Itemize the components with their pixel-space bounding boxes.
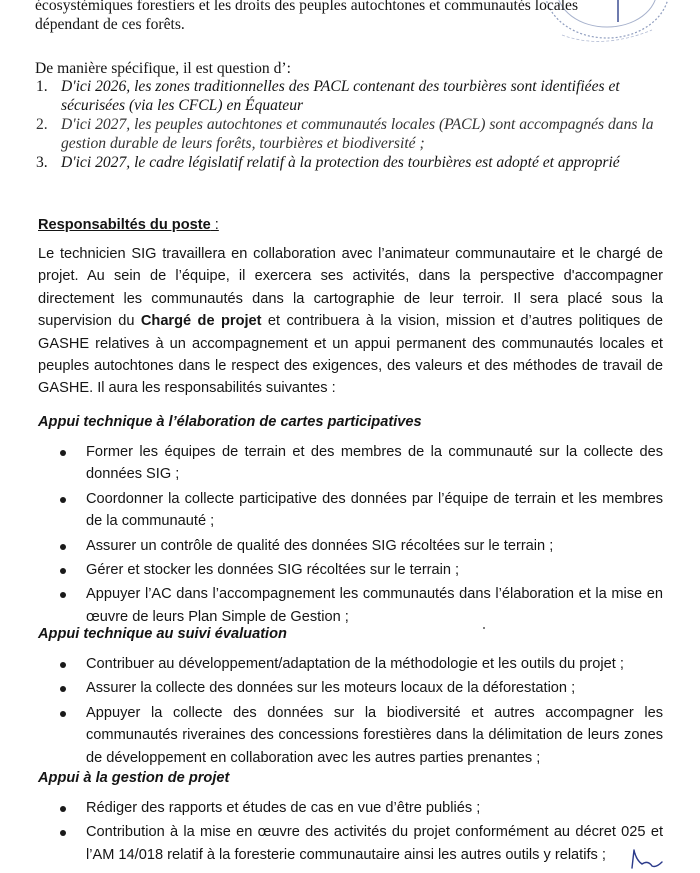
bullet-item: Assurer la collecte des données sur les moteurs locaux de la déforestation ; [38,677,663,699]
bullet-item: Contribuer au développement/adaptation de la méthodologie et les outils du projet ; [38,653,663,675]
para-bold-text: Chargé de projet [140,313,262,330]
previous-paragraph-tail [35,0,645,34]
bullet-list [38,653,663,771]
bullet-item: Gérer et stocker les données SIG récoltées sur le terrain ; [38,559,663,581]
subsection-title: Appui technique à l’élaboration de cartes participatives [38,414,422,430]
bullet-list [38,441,663,630]
speck-mark [483,627,485,629]
heading-text: Responsabiltés du poste [38,217,211,233]
bullet-item: Contribution à la mise en œuvre des activités du projet conformément au décret 025 et l’AM 14/018 relatif à la foresterie communautaire ainsi les autres outils y relatifs ; [38,821,663,866]
responsibilities-paragraph [38,243,663,400]
handwritten-initials [622,838,672,873]
text-line: dépendant de ces forêts. [35,16,185,33]
objective-text: D'ici 2027, le cadre législatif relatif à la protection des tourbières est adopté et approprié [61,154,620,171]
bullet-item: Rédiger des rapports et études de cas en vue d’être publiés ; [38,797,663,819]
subsection-title: Appui technique au suivi évaluation [38,626,287,642]
specific-intro: De manière spécifique, il est question d’: [35,60,291,77]
item-number: 2. [36,116,48,133]
bullet-list [38,797,663,868]
objective-text: D'ici 2027, les peuples autochtones et communautés locales (PACL) sont accompagnés dans la gestion durable de leurs forêts, tourbières et biodiversité ; [61,116,654,152]
objectives-list [12,77,672,172]
bullet-item: Coordonner la collecte participative des données par l’équipe de terrain et les membres de la communauté ; [38,488,663,533]
item-number: 1. [36,78,48,95]
objective-item [12,77,672,115]
bullet-item: Appuyer l’AC dans l’accompagnement les communautés dans l’élaboration et la mise en œuvre de leurs Plan Simple de Gestion ; [38,583,663,628]
subsection-title: Appui à la gestion de projet [38,770,230,786]
bullet-item: Former les équipes de terrain et des membres de la communauté sur la collecte des données SIG ; [38,441,663,486]
bullet-item: Assurer un contrôle de qualité des données SIG récoltées sur le terrain ; [38,535,663,557]
para-text: et contribuera à la vision, mission et d’autres politiques de GASHE relatives à un accompagnement et un appui permanent des communautés locales et peuples autochtones dans le respect des exigences, des valeurs et des méthodes de travail de GASHE. Il aura les responsabilités suivantes : [38,313,663,397]
objective-item [12,153,672,172]
objective-text: D'ici 2026, les zones traditionnelles des PACL contenant des tourbières sont identifiées et sécurisées (via les CFCL) en Équateur [61,78,620,114]
text-line: écosystémiques forestiers et les droits des peuples autochtones et communautés locales [35,0,579,14]
heading-colon: : [210,217,219,233]
item-number: 3. [36,154,48,171]
para-text: Le technicien SIG travaillera en collaboration avec l’animateur communautaire et le chargé de projet. Au sein de l’équipe, il exercera ses activités, dans la perspective d'accompagner directement les communautés dans la cartographie de leur terroir. Il sera placé sous la supervision du [38,246,663,330]
objective-item [12,115,672,153]
bullet-item: Appuyer la collecte des données sur la biodiversité et autres accompagner les communautés riveraines des concessions forestières dans la délimitation de leurs zones de développement en collaboration avec les autres parties prenantes ; [38,702,663,769]
section-heading [38,214,219,236]
